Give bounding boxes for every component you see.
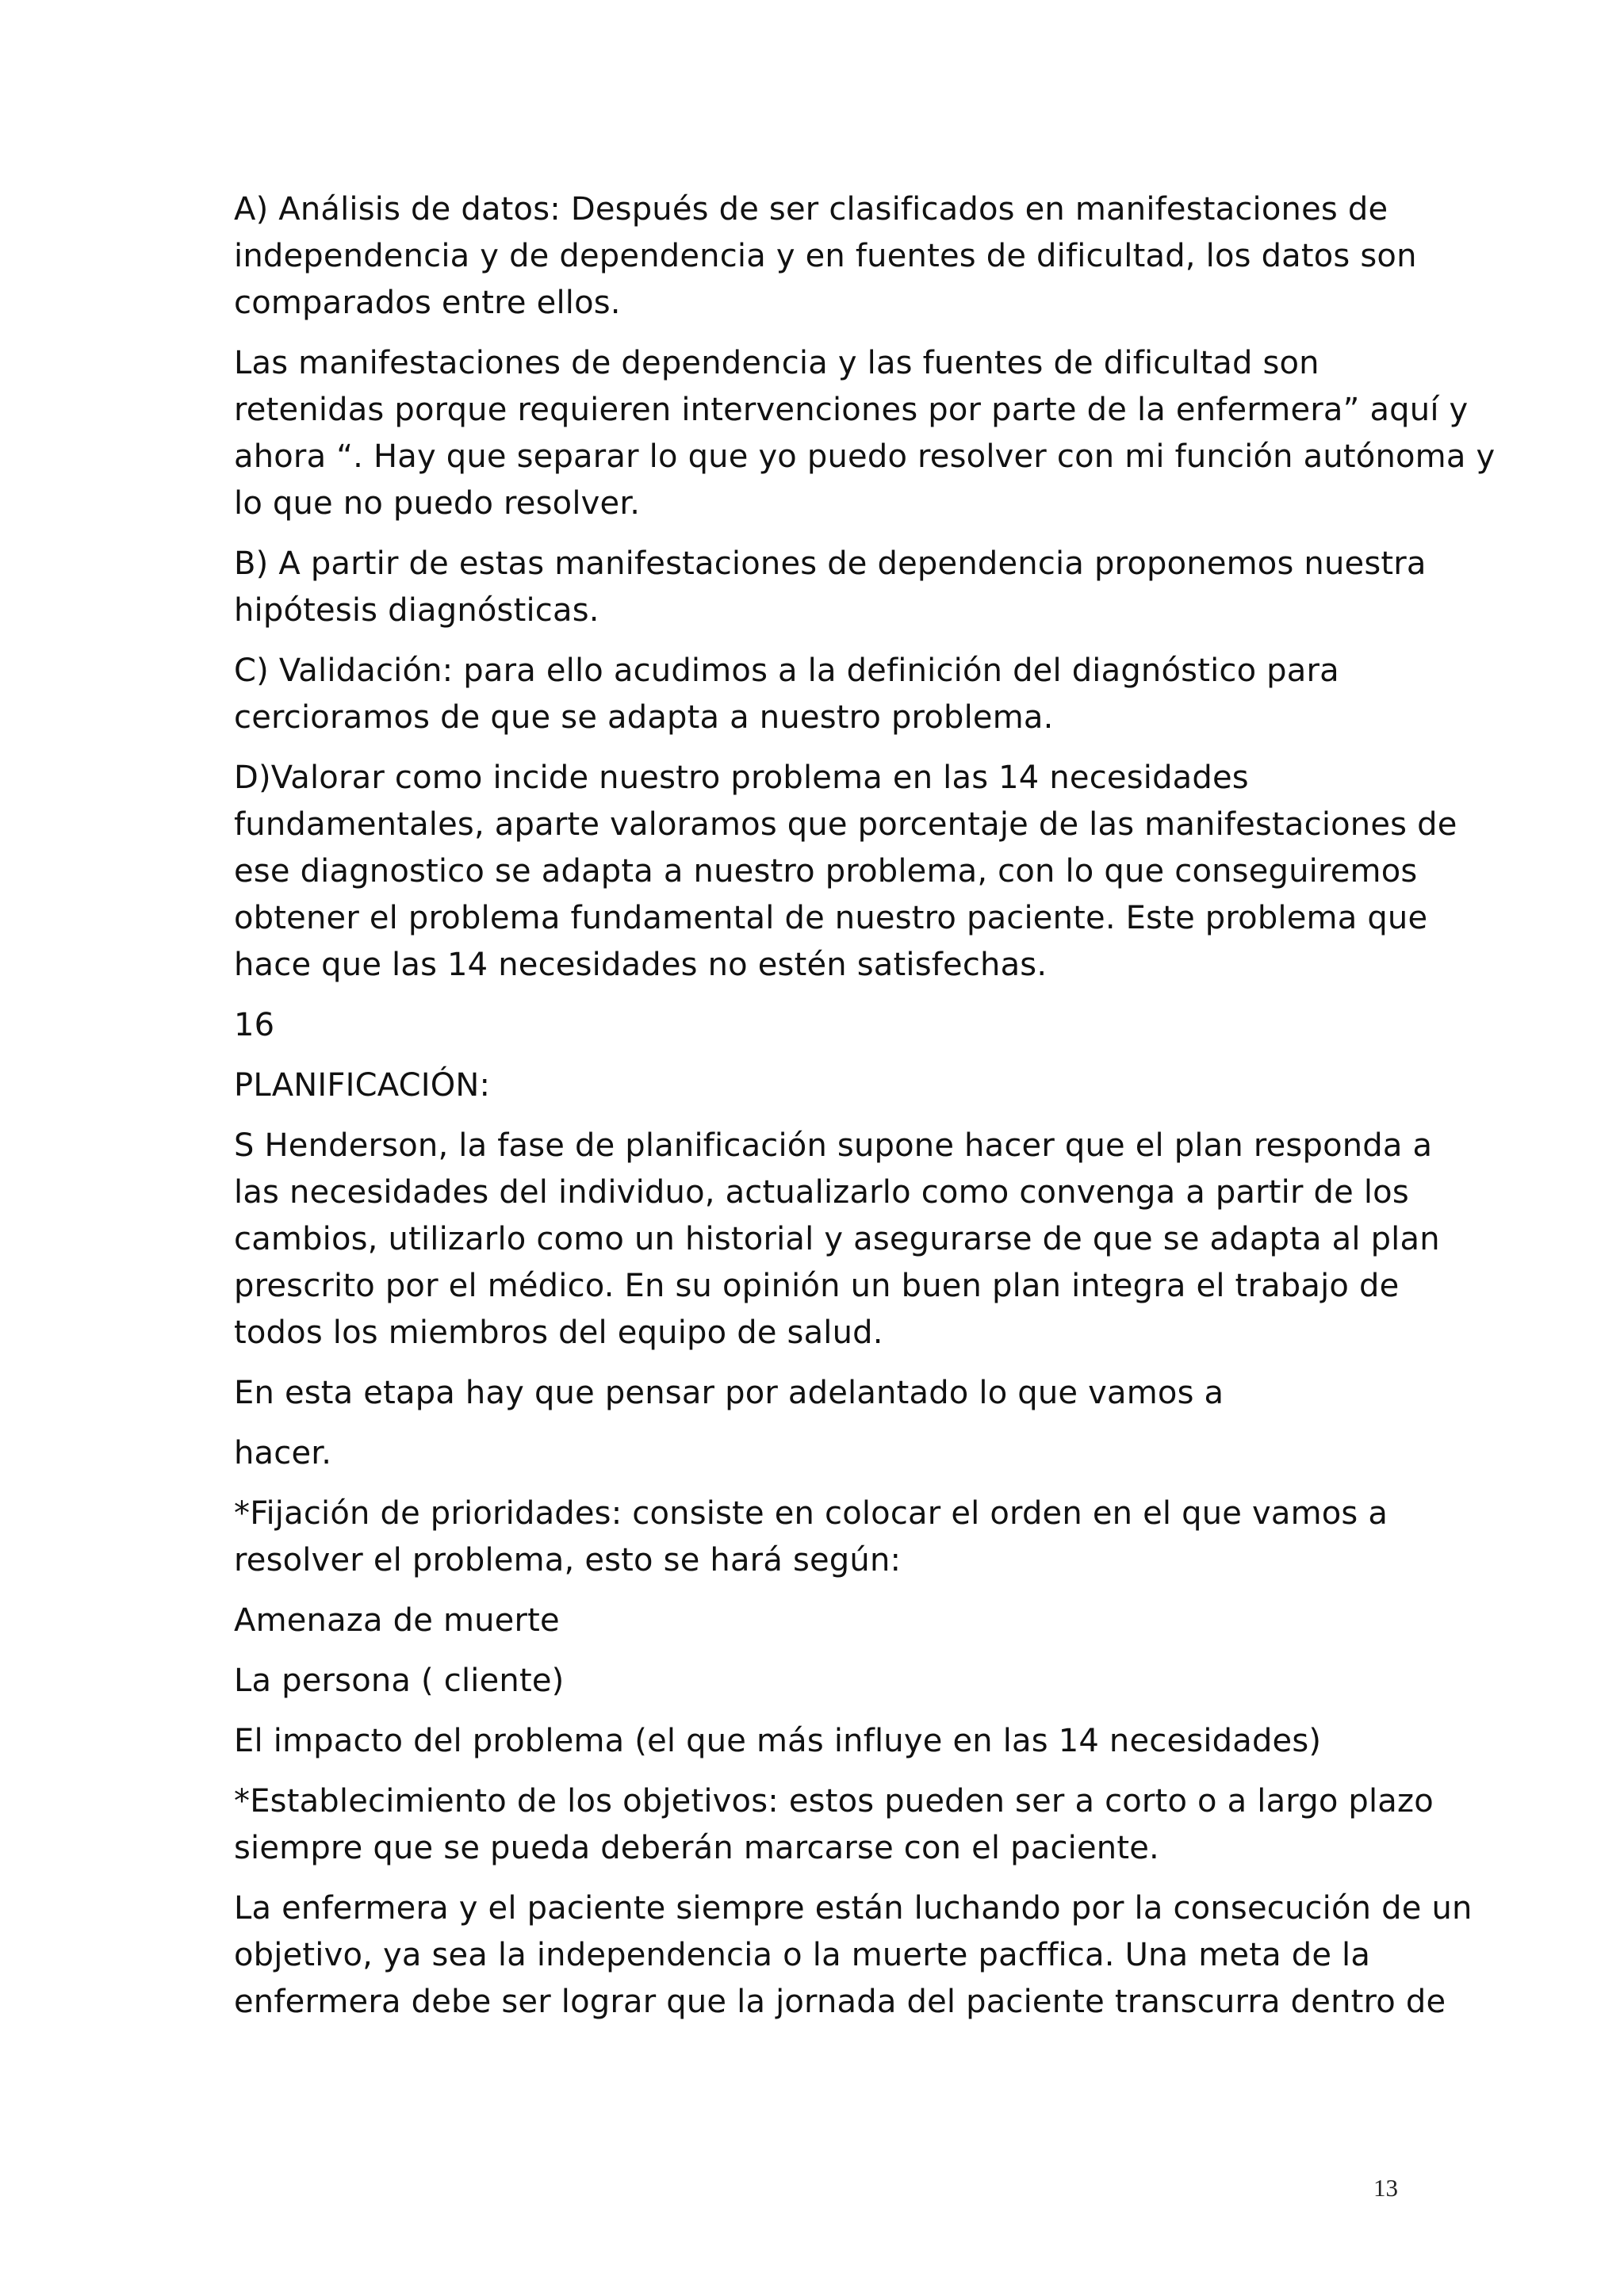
- text-line: 16: [234, 1007, 275, 1043]
- text-line: cercioramos de que se adapta a nuestro problema.: [234, 699, 1054, 736]
- text-line: las necesidades del individuo, actualizarlo como convenga a partir de los: [234, 1174, 1409, 1211]
- text-line: resolver el problema, esto se hará según:: [234, 1542, 902, 1578]
- paragraph-validacion: [234, 648, 1423, 741]
- paragraph-analisis: [234, 186, 1423, 327]
- section-heading: [234, 1062, 1423, 1109]
- list-item-impacto: [234, 1718, 1423, 1765]
- text-line: cambios, utilizarlo como un historial y asegurarse de que se adapta al plan: [234, 1221, 1440, 1257]
- section-number: [234, 1002, 1423, 1049]
- text-line: ese diagnostico se adapta a nuestro problema, con lo que conseguiremos: [234, 853, 1418, 890]
- paragraph-hipotesis: [234, 541, 1427, 634]
- paragraph-prioridades: [234, 1490, 1423, 1584]
- text-line: prescrito por el médico. En su opinión un buen plan integra el trabajo de: [234, 1268, 1400, 1304]
- text-line: PLANIFICACIÓN:: [234, 1067, 491, 1104]
- text-line: D)Valorar como incide nuestro problema en las 14 necesidades: [234, 760, 1249, 796]
- text-line: ahora “. Hay que separar lo que yo puedo resolver con mi función autónoma y: [234, 438, 1496, 475]
- text-line: *Fijación de prioridades: consiste en colocar el orden en el que vamos a: [234, 1495, 1388, 1532]
- paragraph-valorar: [234, 755, 1457, 989]
- text-line: S Henderson, la fase de planificación supone hacer que el plan responda a: [234, 1127, 1433, 1164]
- text-line: La persona ( cliente): [234, 1663, 565, 1699]
- text-line: Las manifestaciones de dependencia y las fuentes de dificultad son: [234, 345, 1320, 381]
- text-line: *Establecimiento de los objetivos: estos pueden ser a corto o a largo plazo: [234, 1783, 1434, 1820]
- text-line: hace que las 14 necesidades no estén satisfechas.: [234, 947, 1048, 983]
- paragraph-henderson: [234, 1123, 1440, 1357]
- text-line: lo que no puedo resolver.: [234, 485, 641, 522]
- text-line: C) Validación: para ello acudimos a la definición del diagnóstico para: [234, 652, 1339, 689]
- text-line: objetivo, ya sea la independencia o la muerte pacffica. Una meta de la: [234, 1937, 1371, 1973]
- text-line: comparados entre ellos.: [234, 285, 621, 321]
- text-line: enfermera debe ser lograr que la jornada del paciente transcurra dentro de: [234, 1984, 1446, 2020]
- text-line: todos los miembros del equipo de salud.: [234, 1314, 883, 1351]
- text-line: fundamentales, aparte valoramos que porcentaje de las manifestaciones de: [234, 806, 1457, 843]
- text-line: hacer.: [234, 1435, 332, 1471]
- list-item-persona: [234, 1658, 1423, 1705]
- text-line: A) Análisis de datos: Después de ser clasificados en manifestaciones de: [234, 191, 1388, 228]
- text-line: siempre que se pueda deberán marcarse con el paciente.: [234, 1830, 1159, 1866]
- page-number: 13: [1373, 2174, 1398, 2202]
- text-line: B) A partir de estas manifestaciones de dependencia proponemos nuestra: [234, 545, 1427, 582]
- text-line: independencia y de dependencia y en fuentes de dificultad, los datos son: [234, 238, 1417, 274]
- paragraph-manifestaciones: [234, 340, 1496, 527]
- text-line: hipótesis diagnósticas.: [234, 592, 599, 629]
- text-line: En esta etapa hay que pensar por adelantado lo que vamos a: [234, 1375, 1224, 1411]
- text-line: La enfermera y el paciente siempre están luchando por la consecución de un: [234, 1890, 1473, 1927]
- paragraph-etapa: [234, 1370, 1423, 1417]
- text-line: Amenaza de muerte: [234, 1602, 560, 1639]
- document-body: [234, 186, 1496, 2039]
- list-item-amenaza: [234, 1598, 1423, 1644]
- text-line: retenidas porque requieren intervenciones por parte de la enfermera” aquí y: [234, 392, 1469, 428]
- text-line: El impacto del problema (el que más influye en las 14 necesidades): [234, 1723, 1322, 1759]
- text-line: obtener el problema fundamental de nuestro paciente. Este problema que: [234, 900, 1428, 936]
- paragraph-enfermera: [234, 1885, 1473, 2026]
- paragraph-hacer: [234, 1430, 1423, 1477]
- paragraph-objetivos: [234, 1778, 1434, 1872]
